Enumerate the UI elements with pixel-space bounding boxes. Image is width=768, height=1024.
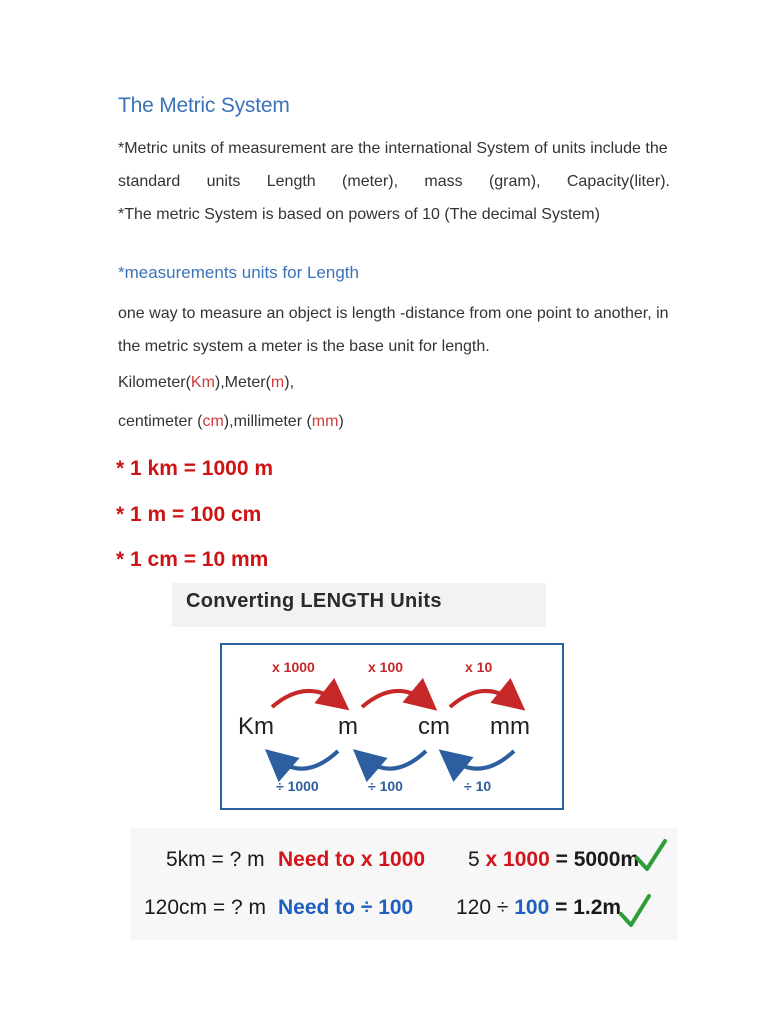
- arrow-mm-to-cm: [448, 751, 514, 769]
- conversion-cm-mm: * 1 cm = 10 mm: [116, 548, 269, 571]
- calc-text: 120 ÷: [456, 896, 515, 919]
- calc-operator: 100: [514, 896, 550, 919]
- conversion-m-cm: * 1 m = 100 cm: [116, 503, 262, 526]
- divide-label-10: ÷ 10: [464, 778, 492, 794]
- divide-label-1000: ÷ 1000: [276, 778, 319, 794]
- check-mark-icon: [618, 892, 652, 930]
- units-line-2: [118, 413, 344, 431]
- example-need-1: Need to x 1000: [278, 848, 426, 871]
- multiply-label-10: x 10: [465, 659, 493, 675]
- units-text: ): [338, 413, 344, 430]
- arrow-m-to-km: [274, 751, 338, 769]
- units-line-1: [118, 374, 294, 392]
- intro-line-2: standard units Length (meter), mass (gram), Capacity(liter).: [118, 173, 670, 190]
- unit-abbr-mm: mm: [311, 413, 339, 430]
- divide-label-100: ÷ 100: [368, 778, 403, 794]
- converting-banner: [172, 583, 546, 627]
- units-text: ),: [284, 374, 295, 391]
- unit-cm: cm: [418, 713, 450, 740]
- unit-m: m: [338, 713, 358, 740]
- calc-result: = 1.2m: [549, 896, 622, 919]
- intro-paragraph: [118, 132, 670, 231]
- arrow-km-to-m: [272, 691, 340, 707]
- check-mark-icon: [634, 838, 668, 874]
- arrow-cm-to-m: [362, 751, 426, 769]
- example-need-2: Need to ÷ 100: [278, 896, 414, 919]
- units-text: ),millimeter (: [223, 413, 312, 430]
- example-question-1: 5km = ? m: [166, 848, 265, 871]
- banner-title: Converting LENGTH Units: [186, 590, 442, 612]
- units-text: centimeter (: [118, 413, 203, 430]
- intro-line-1: *Metric units of measurement are the international System of units include the: [118, 140, 668, 157]
- multiply-label-1000: x 1000: [272, 659, 315, 675]
- length-paragraph: [118, 297, 670, 363]
- page-title: The Metric System: [118, 94, 290, 117]
- length-line-2: the metric system a meter is the base unit for length.: [118, 338, 490, 355]
- unit-abbr-m: m: [270, 374, 285, 391]
- example-question-2: 120cm = ? m: [144, 896, 266, 919]
- conversion-km-m: * 1 km = 1000 m: [116, 457, 274, 480]
- example-calc-2: [456, 896, 621, 920]
- length-line-1: one way to measure an object is length -distance from one point to another, in: [118, 305, 669, 322]
- arrow-m-to-cm: [362, 691, 428, 707]
- unit-abbr-km: Km: [190, 374, 215, 391]
- length-heading: *measurements units for Length: [118, 263, 359, 282]
- units-text: ),Meter(: [214, 374, 271, 391]
- examples-panel: [130, 828, 678, 940]
- units-text: Kilometer(: [118, 374, 191, 391]
- unit-km: Km: [238, 713, 274, 740]
- multiply-label-100: x 100: [368, 659, 404, 675]
- calc-result: = 5000m: [549, 848, 640, 871]
- calc-operator: x 1000: [485, 848, 550, 871]
- unit-abbr-cm: cm: [202, 413, 224, 430]
- arrow-cm-to-mm: [450, 691, 516, 707]
- unit-mm: mm: [490, 713, 530, 740]
- intro-line-3: *The metric System is based on powers of 10 (The decimal System): [118, 206, 600, 223]
- example-calc-1: [468, 848, 639, 872]
- conversion-diagram: [220, 643, 564, 810]
- calc-text: 5: [468, 848, 480, 871]
